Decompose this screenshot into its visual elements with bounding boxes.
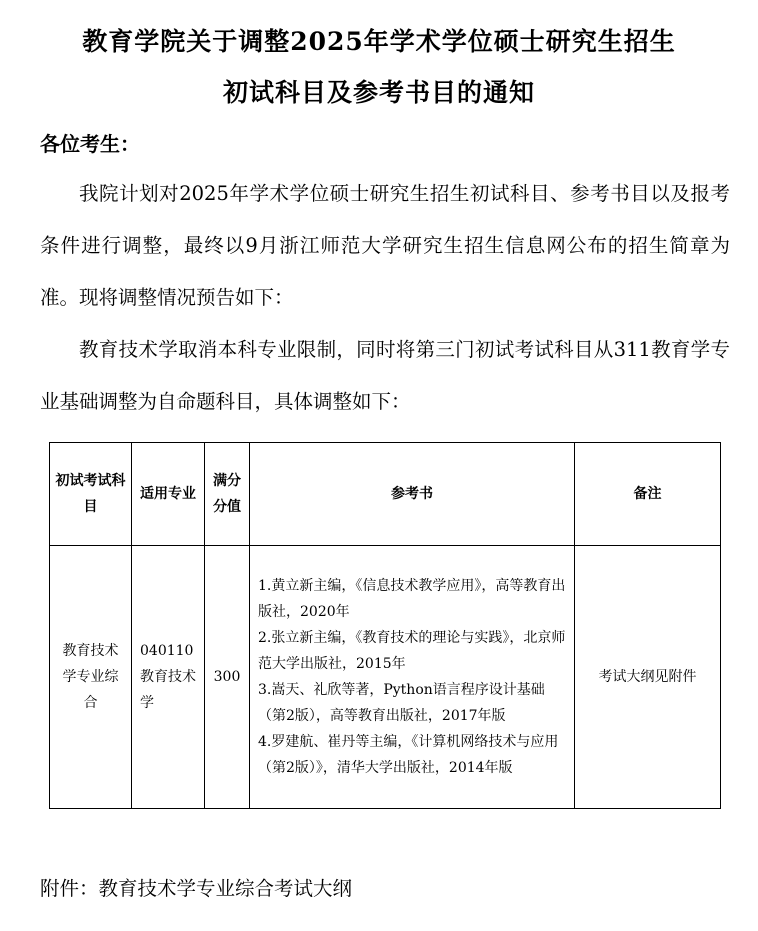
adjustment-paragraph: 教育技术学取消本科专业限制，同时将第三门初试考试科目从311教育学专业基础调整为自命题科目，具体调整如下： xyxy=(40,338,730,413)
intro-paragraph: 我院计划对2025年学术学位硕士研究生招生初试科目、参考书目以及报考条件进行调整，最终以9月浙江师范大学研究生招生信息网公布的招生简章为准。现将调整情况预告如下： xyxy=(40,182,730,309)
header-subject: 初试考试科目 xyxy=(50,443,132,546)
table-row xyxy=(50,546,721,809)
cell-score: 300 xyxy=(205,546,250,809)
notice-title-line-2: 初试科目及参考书目的通知 xyxy=(222,78,535,107)
header-major: 适用专业 xyxy=(132,443,205,546)
header-note: 备注 xyxy=(575,443,721,546)
notice-title-line-1: 教育学院关于调整2025年学术学位硕士研究生招生 xyxy=(82,27,676,56)
header-books: 参考书 xyxy=(250,443,575,546)
header-score: 满分分值 xyxy=(205,443,250,546)
table-header-row xyxy=(50,443,721,546)
subject-adjustment-table xyxy=(49,442,721,809)
book-item-4: 4.罗建航、崔丹等主编，《计算机网络技术与应用（第2版）》，清华大学出版社，2014年版 xyxy=(258,734,559,776)
book-item-3: 3.嵩天、礼欣等著，Python语言程序设计基础（第2版），高等教育出版社，2017年版 xyxy=(258,682,545,724)
cell-books xyxy=(250,546,575,809)
cell-major: 040110教育技术学 xyxy=(132,546,205,809)
attachment-line: 附件：教育技术学专业综合考试大纲 xyxy=(40,877,353,900)
cell-note: 考试大纲见附件 xyxy=(575,546,721,809)
book-item-2: 2.张立新主编，《教育技术的理论与实践》，北京师范大学出版社，2015年 xyxy=(258,630,566,672)
cell-subject: 教育技术学专业综合 xyxy=(50,546,132,809)
book-item-1: 1.黄立新主编，《信息技术教学应用》，高等教育出版社，2020年 xyxy=(258,578,566,620)
salutation: 各位考生： xyxy=(40,132,140,156)
